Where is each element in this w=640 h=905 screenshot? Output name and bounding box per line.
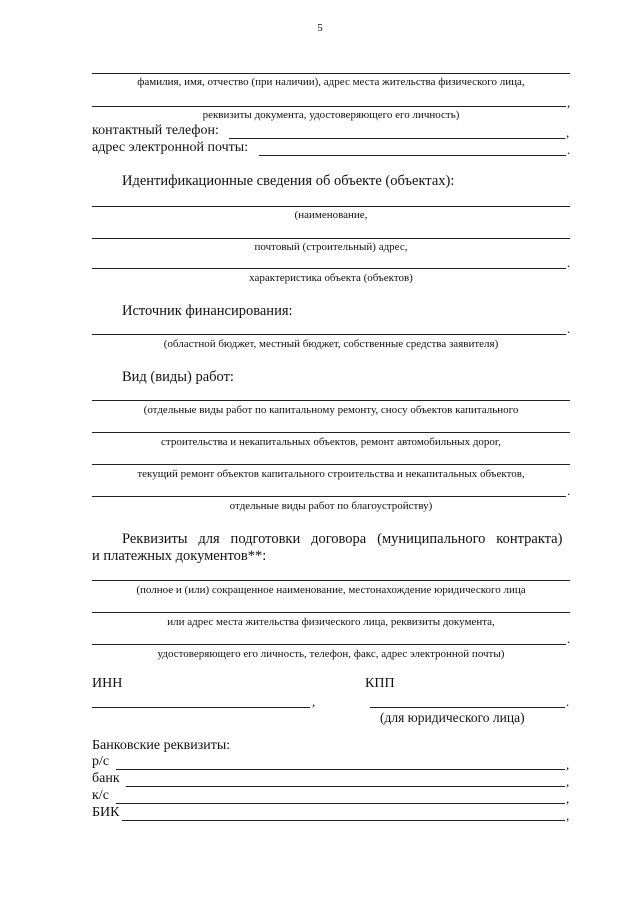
object-heading: Идентификационные сведения об объекте (объектах): xyxy=(122,173,455,189)
funding-heading: Источник финансирования: xyxy=(122,303,293,319)
object-characteristics-line[interactable] xyxy=(92,268,566,269)
kpp-label: КПП xyxy=(365,676,395,691)
works-caption-3: текущий ремонт объектов капитального строительства и некапитальных объектов, xyxy=(137,468,525,480)
works-caption-1: (отдельные виды работ по капитальному ремонту, сносу объектов капитального xyxy=(143,404,519,416)
bank-name-comma: , xyxy=(566,774,570,789)
applicant-name-line xyxy=(92,73,570,74)
works-line-4[interactable] xyxy=(92,496,566,497)
phone-input-line[interactable] xyxy=(229,138,565,139)
bik-comma: , xyxy=(566,808,570,823)
kpp-input-line[interactable] xyxy=(370,707,565,708)
ks-input-line[interactable] xyxy=(116,803,565,804)
applicant-doc-caption: реквизиты документа, удостоверяющего его личность) xyxy=(202,109,460,121)
bank-heading: Банковские реквизиты: xyxy=(92,738,231,753)
rs-input-line[interactable] xyxy=(116,769,565,770)
bik-input-line[interactable] xyxy=(122,820,565,821)
funding-period: . xyxy=(567,321,571,336)
works-line-1[interactable] xyxy=(92,400,570,401)
ks-comma: , xyxy=(566,791,570,806)
email-period: . xyxy=(567,142,571,157)
requisites-line-3[interactable] xyxy=(92,644,566,645)
object-characteristics-caption: характеристика объекта (объектов) xyxy=(249,272,413,284)
requisites-caption-1: (полное и (или) сокращенное наименование, местонахождение юридического лица xyxy=(136,584,526,596)
requisites-heading-line1: Реквизиты для подготовки договора (муниципального контракта) xyxy=(122,531,563,547)
requisites-heading-line2: и платежных документов**: xyxy=(92,548,267,564)
object-name-caption: (наименование, xyxy=(294,209,368,221)
email-input-line[interactable] xyxy=(259,155,566,156)
kpp-caption: (для юридического лица) xyxy=(380,710,525,725)
works-heading: Вид (виды) работ: xyxy=(122,369,234,385)
ks-label: к/с xyxy=(92,788,109,803)
rs-comma: , xyxy=(566,757,570,772)
bik-label: БИК xyxy=(92,805,120,820)
works-line-3[interactable] xyxy=(92,464,570,465)
bank-name-input-line[interactable] xyxy=(126,786,565,787)
email-label: адрес электронной почты: xyxy=(92,140,249,155)
works-line-2[interactable] xyxy=(92,432,570,433)
kpp-period: . xyxy=(566,694,570,709)
works-caption-2: строительства и некапитальных объектов, ремонт автомобильных дорог, xyxy=(161,436,501,448)
requisites-caption-3: удостоверяющего его личность, телефон, факс, адрес электронной почты) xyxy=(157,648,505,660)
object-name-line[interactable] xyxy=(92,206,570,207)
funding-caption: (областной бюджет, местный бюджет, собственные средства заявителя) xyxy=(163,338,499,350)
object-address-caption: почтовый (строительный) адрес, xyxy=(254,241,408,253)
applicant-doc-line xyxy=(92,106,566,107)
rs-label: р/с xyxy=(92,754,110,769)
applicant-doc-comma: , xyxy=(567,95,571,110)
works-caption-4: отдельные виды работ по благоустройству) xyxy=(229,500,433,512)
phone-label: контактный телефон: xyxy=(92,123,219,138)
requisites-line-2[interactable] xyxy=(92,612,570,613)
works-period: . xyxy=(567,483,571,498)
requisites-line-1[interactable] xyxy=(92,580,570,581)
requisites-period: . xyxy=(567,631,571,646)
inn-label: ИНН xyxy=(92,676,123,691)
requisites-caption-2: или адрес места жительства физического лица, реквизиты документа, xyxy=(167,616,495,628)
bank-name-label: банк xyxy=(92,771,120,786)
applicant-name-caption: фамилия, имя, отчество (при наличии), адрес места жительства физического лица, xyxy=(137,76,525,88)
inn-comma: , xyxy=(312,694,316,709)
phone-comma: , xyxy=(566,125,570,140)
object-address-line[interactable] xyxy=(92,238,570,239)
inn-input-line[interactable] xyxy=(92,707,310,708)
object-period: . xyxy=(567,255,571,270)
page-number: 5 xyxy=(317,22,323,34)
funding-line[interactable] xyxy=(92,334,566,335)
